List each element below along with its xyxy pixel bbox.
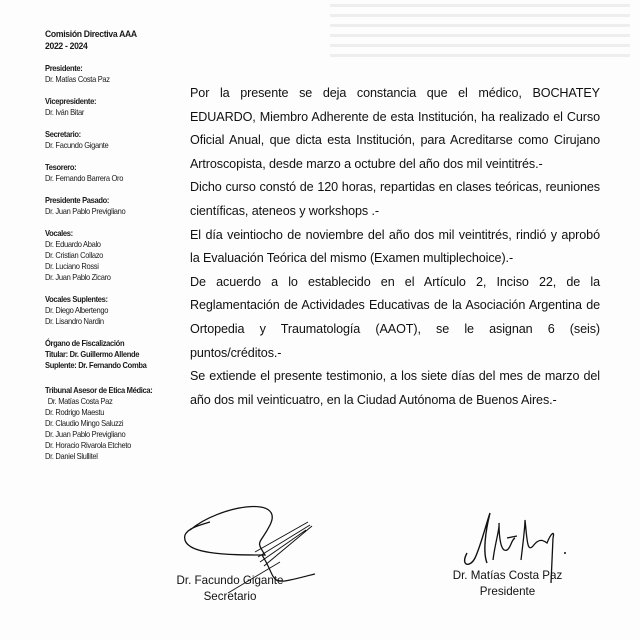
group-vocales-suplentes: Vocales Suplentes: Dr. Diego Albertengo Dr. Lisandro Nardin (45, 295, 109, 326)
group-vicepresident: Vicepresidente: Dr. Iván Bitar (45, 97, 97, 117)
paragraph-issuance: Se extiende el presente testimonio, a los siete días del mes de marzo del año dos mil veinticuatro, en la Ciudad Autónoma de Buenos Aires.- (190, 369, 600, 407)
group-treasurer: Tesorero: Dr. Fernando Barrera Oro (45, 163, 124, 183)
group-secretary: Secretario: Dr. Facundo Gigante (45, 130, 109, 150)
committee-period: 2022 - 2024 (45, 40, 88, 51)
paper-bleed-through (330, 4, 630, 64)
group-president: Presidente: Dr. Matías Costa Paz (45, 64, 110, 84)
certificate-body (190, 82, 600, 412)
secretary-role: Secretario (203, 590, 257, 603)
paragraph-attendance: Por la presente se deja constancia que el médico, BOCHATEY EDUARDO, Miembro Adherente de esta Institución, ha realizado el Curso Oficial Anual, que dicta esta Institución, para Acreditarse como Cirujano Artroscopista, desde marzo a octubre del año dos mil veintitrés.- (190, 86, 600, 171)
paragraph-hours: Dicho curso constó de 120 horas, repartidas en clases teóricas, reuniones científicas, ateneos y workshops .- (190, 180, 600, 218)
board-of-directors-sidebar (45, 28, 165, 462)
secretary-name: Dr. Facundo Gigante (176, 574, 284, 587)
group-ethics-tribunal: Tribunal Asesor de Etica Médica: Dr. Matías Costa Paz Dr. Rodrigo Maestu Dr. Claudio Mingo Saluzzi Dr. Juan Pablo Previgliano Dr. Horacio Rivarola Etcheto Dr. Daniel Slullitel (45, 386, 153, 461)
president-role: Presidente (479, 585, 536, 598)
paragraph-exam: El día veintiocho de noviembre del año dos mil veintitrés, rindió y aprobó la Evaluación Teórica del mismo (Examen multiplechoice).- (190, 227, 600, 266)
committee-title: Comisión Directiva AAA (45, 28, 137, 39)
group-fiscalizacion: Órgano de Fiscalización Titular: Dr. Guillermo Allende Suplente: Dr. Fernando Comba (45, 339, 147, 370)
secretary-signature-block (170, 573, 290, 605)
group-past-president: Presidente Pasado: Dr. Juan Pablo Previgliano (45, 196, 126, 216)
group-vocales: Vocales: Dr. Eduardo Abalo Dr. Cristian Collazo Dr. Luciano Rossi Dr. Juan Pablo Zicaro (45, 229, 111, 282)
paragraph-credits: De acuerdo a lo establecido en el Artículo 2, Inciso 22, de la Reglamentación de Actividades Educativas de la Asociación Argentina de Ortopedia y Traumatología (AAOT), se le asignan 6 (seis) puntos/créditos.- (190, 274, 600, 360)
president-signature-block (440, 568, 575, 600)
president-name: Dr. Matías Costa Paz (452, 569, 563, 582)
